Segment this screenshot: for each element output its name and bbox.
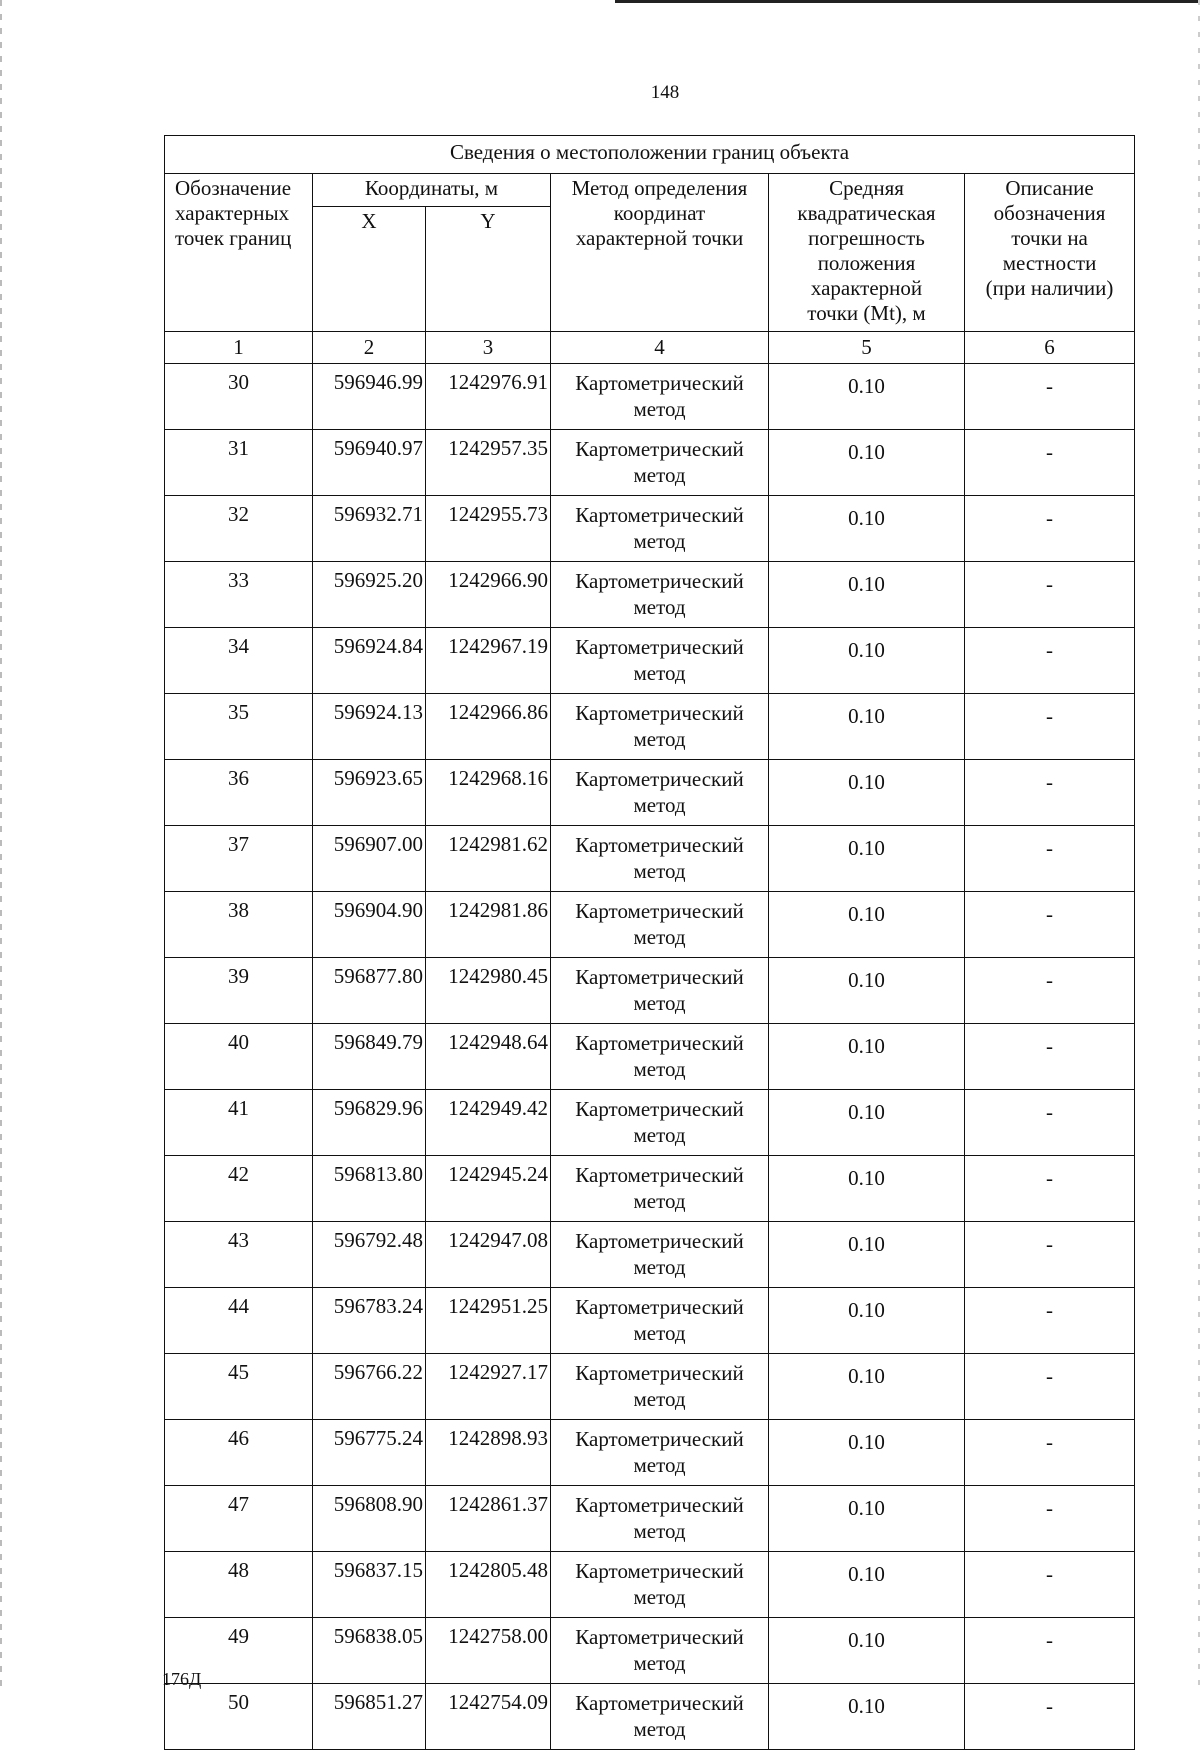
method-line: метод (633, 793, 686, 817)
description-cell: - (965, 1684, 1135, 1750)
y-coordinate-cell: 1242947.08 (426, 1222, 551, 1288)
method-cell (551, 694, 769, 760)
point-cell: 36 (165, 760, 313, 826)
method-cell (551, 1552, 769, 1618)
y-coordinate-cell: 1242754.09 (426, 1684, 551, 1750)
point-cell: 40 (165, 1024, 313, 1090)
y-coordinate-cell: 1242967.19 (426, 628, 551, 694)
column-numbers-row (165, 332, 1135, 364)
y-coordinate-cell: 1242927.17 (426, 1354, 551, 1420)
method-cell (551, 1156, 769, 1222)
method-line: метод (633, 1585, 686, 1609)
table-title: Сведения о местоположении границ объекта (165, 136, 1135, 174)
table-row (165, 694, 1135, 760)
point-cell: 33 (165, 562, 313, 628)
table-row (165, 1288, 1135, 1354)
method-line: метод (633, 397, 686, 421)
x-coordinate-cell: 596925.20 (313, 562, 426, 628)
table-row (165, 1684, 1135, 1750)
method-line: Картометрический (575, 1097, 744, 1121)
method-line: Картометрический (575, 1559, 744, 1583)
error-cell: 0.10 (769, 430, 965, 496)
x-coordinate-cell: 596932.71 (313, 496, 426, 562)
error-cell: 0.10 (769, 562, 965, 628)
point-cell: 42 (165, 1156, 313, 1222)
x-coordinate-cell: 596808.90 (313, 1486, 426, 1552)
method-line: метод (633, 1651, 686, 1675)
x-coordinate-cell: 596924.13 (313, 694, 426, 760)
error-cell: 0.10 (769, 892, 965, 958)
method-line: Картометрический (575, 1361, 744, 1385)
header-x: X (313, 207, 426, 332)
header-error-line: положения (817, 251, 916, 275)
y-coordinate-cell: 1242949.42 (426, 1090, 551, 1156)
y-coordinate-cell: 1242968.16 (426, 760, 551, 826)
method-cell (551, 628, 769, 694)
method-line: метод (633, 463, 686, 487)
point-cell: 49 (165, 1618, 313, 1684)
method-line: Картометрический (575, 701, 744, 725)
method-cell (551, 364, 769, 430)
method-cell (551, 1354, 769, 1420)
table-row (165, 958, 1135, 1024)
method-cell (551, 562, 769, 628)
method-line: метод (633, 991, 686, 1015)
table-row (165, 760, 1135, 826)
description-cell: - (965, 430, 1135, 496)
error-cell: 0.10 (769, 364, 965, 430)
y-coordinate-cell: 1242966.90 (426, 562, 551, 628)
method-line: метод (633, 1717, 686, 1741)
method-line: метод (633, 529, 686, 553)
method-line: Картометрический (575, 1493, 744, 1517)
x-coordinate-cell: 596946.99 (313, 364, 426, 430)
point-cell: 41 (165, 1090, 313, 1156)
table-row (165, 496, 1135, 562)
description-cell: - (965, 1288, 1135, 1354)
table-row (165, 1618, 1135, 1684)
header-error-line: погрешность (808, 226, 925, 250)
table-row (165, 1420, 1135, 1486)
point-cell: 50 (165, 1684, 313, 1750)
y-coordinate-cell: 1242758.00 (426, 1618, 551, 1684)
x-coordinate-cell: 596783.24 (313, 1288, 426, 1354)
point-cell: 30 (165, 364, 313, 430)
error-cell: 0.10 (769, 1552, 965, 1618)
column-number: 4 (551, 332, 769, 364)
method-cell (551, 1618, 769, 1684)
error-cell: 0.10 (769, 694, 965, 760)
x-coordinate-cell: 596877.80 (313, 958, 426, 1024)
method-line: метод (633, 727, 686, 751)
header-point-designation (165, 174, 313, 332)
error-cell: 0.10 (769, 496, 965, 562)
method-cell (551, 1684, 769, 1750)
method-line: Картометрический (575, 899, 744, 923)
header-point-line: характерных (175, 201, 290, 225)
header-error-line: характерной (810, 276, 923, 300)
header-point-line: точек границ (175, 226, 292, 250)
method-line: Картометрический (575, 1427, 744, 1451)
header-description-line: точки на (1011, 226, 1088, 250)
column-number: 1 (165, 332, 313, 364)
table-title-row (165, 136, 1135, 174)
description-cell: - (965, 1222, 1135, 1288)
description-cell: - (965, 826, 1135, 892)
method-line: Картометрический (575, 437, 744, 461)
x-coordinate-cell: 596775.24 (313, 1420, 426, 1486)
table-row (165, 1552, 1135, 1618)
table-row (165, 1222, 1135, 1288)
point-cell: 48 (165, 1552, 313, 1618)
method-cell (551, 496, 769, 562)
method-line: Картометрический (575, 371, 744, 395)
error-cell: 0.10 (769, 1156, 965, 1222)
column-number: 2 (313, 332, 426, 364)
point-cell: 44 (165, 1288, 313, 1354)
point-cell: 37 (165, 826, 313, 892)
method-line: Картометрический (575, 1031, 744, 1055)
description-cell: - (965, 760, 1135, 826)
method-cell (551, 1222, 769, 1288)
description-cell: - (965, 1486, 1135, 1552)
table-row (165, 430, 1135, 496)
boundary-coordinates-table (164, 135, 1135, 1750)
method-line: метод (633, 1519, 686, 1543)
header-error-line: точки (Mt), м (807, 301, 926, 325)
y-coordinate-cell: 1242966.86 (426, 694, 551, 760)
column-number: 6 (965, 332, 1135, 364)
x-coordinate-cell: 596829.96 (313, 1090, 426, 1156)
header-error-line: Средняя (829, 176, 904, 200)
description-cell: - (965, 496, 1135, 562)
error-cell: 0.10 (769, 1222, 965, 1288)
method-line: метод (633, 859, 686, 883)
method-line: метод (633, 1057, 686, 1081)
error-cell: 0.10 (769, 1420, 965, 1486)
x-coordinate-cell: 596851.27 (313, 1684, 426, 1750)
method-line: метод (633, 1189, 686, 1213)
description-cell: - (965, 364, 1135, 430)
x-coordinate-cell: 596904.90 (313, 892, 426, 958)
table-row (165, 1354, 1135, 1420)
point-cell: 34 (165, 628, 313, 694)
point-cell: 45 (165, 1354, 313, 1420)
method-cell (551, 958, 769, 1024)
method-line: Картометрический (575, 635, 744, 659)
y-coordinate-cell: 1242955.73 (426, 496, 551, 562)
y-coordinate-cell: 1242957.35 (426, 430, 551, 496)
x-coordinate-cell: 596849.79 (313, 1024, 426, 1090)
description-cell: - (965, 1618, 1135, 1684)
header-method-line: Метод определения (571, 176, 748, 200)
point-cell: 35 (165, 694, 313, 760)
header-row-1 (165, 174, 1135, 207)
method-cell (551, 1486, 769, 1552)
method-cell (551, 1024, 769, 1090)
y-coordinate-cell: 1242948.64 (426, 1024, 551, 1090)
x-coordinate-cell: 596924.84 (313, 628, 426, 694)
description-cell: - (965, 628, 1135, 694)
header-description-line: местности (1002, 251, 1097, 275)
method-line: Картометрический (575, 1229, 744, 1253)
error-cell: 0.10 (769, 1618, 965, 1684)
method-line: метод (633, 1453, 686, 1477)
point-cell: 43 (165, 1222, 313, 1288)
method-cell (551, 1288, 769, 1354)
header-description-line: (при наличии) (985, 276, 1114, 300)
method-line: метод (633, 1123, 686, 1147)
description-cell: - (965, 694, 1135, 760)
y-coordinate-cell: 1242945.24 (426, 1156, 551, 1222)
x-coordinate-cell: 596813.80 (313, 1156, 426, 1222)
description-cell: - (965, 562, 1135, 628)
method-cell (551, 760, 769, 826)
method-cell (551, 892, 769, 958)
table-row (165, 1090, 1135, 1156)
error-cell: 0.10 (769, 1090, 965, 1156)
header-description (965, 174, 1135, 332)
point-cell: 47 (165, 1486, 313, 1552)
header-error (769, 174, 965, 332)
column-number: 3 (426, 332, 551, 364)
description-cell: - (965, 1552, 1135, 1618)
header-method-line: координат (613, 201, 706, 225)
description-cell: - (965, 1420, 1135, 1486)
x-coordinate-cell: 596792.48 (313, 1222, 426, 1288)
header-description-line: Описание (1005, 176, 1094, 200)
method-line: метод (633, 925, 686, 949)
table-row (165, 1024, 1135, 1090)
header-method-line: характерной точки (575, 226, 744, 250)
header-method (551, 174, 769, 332)
x-coordinate-cell: 596838.05 (313, 1618, 426, 1684)
description-cell: - (965, 1354, 1135, 1420)
method-cell (551, 826, 769, 892)
header-point-line: Обозначение (175, 176, 292, 200)
method-line: метод (633, 1255, 686, 1279)
y-coordinate-cell: 1242981.62 (426, 826, 551, 892)
point-cell: 31 (165, 430, 313, 496)
page-number: 148 (650, 82, 680, 103)
table-row (165, 364, 1135, 430)
header-description-line: обозначения (993, 201, 1106, 225)
y-coordinate-cell: 1242976.91 (426, 364, 551, 430)
point-cell: 38 (165, 892, 313, 958)
footer-document-code: 176Д (162, 1669, 202, 1689)
x-coordinate-cell: 596940.97 (313, 430, 426, 496)
table-row (165, 892, 1135, 958)
point-cell: 32 (165, 496, 313, 562)
method-line: метод (633, 661, 686, 685)
error-cell: 0.10 (769, 1288, 965, 1354)
header-coordinates: Координаты, м (313, 174, 551, 207)
table-row (165, 1486, 1135, 1552)
error-cell: 0.10 (769, 1486, 965, 1552)
scan-top-rule (615, 0, 1200, 3)
method-cell (551, 430, 769, 496)
table-row (165, 1156, 1135, 1222)
method-line: Картометрический (575, 833, 744, 857)
x-coordinate-cell: 596907.00 (313, 826, 426, 892)
y-coordinate-cell: 1242951.25 (426, 1288, 551, 1354)
header-error-line: квадратическая (797, 201, 936, 225)
method-line: Картометрический (575, 1625, 744, 1649)
x-coordinate-cell: 596837.15 (313, 1552, 426, 1618)
y-coordinate-cell: 1242861.37 (426, 1486, 551, 1552)
y-coordinate-cell: 1242980.45 (426, 958, 551, 1024)
column-number: 5 (769, 332, 965, 364)
description-cell: - (965, 1090, 1135, 1156)
method-line: Картометрический (575, 503, 744, 527)
method-line: Картометрический (575, 1163, 744, 1187)
description-cell: - (965, 1024, 1135, 1090)
error-cell: 0.10 (769, 1684, 965, 1750)
method-line: Картометрический (575, 965, 744, 989)
header-y: Y (426, 207, 551, 332)
table-row (165, 562, 1135, 628)
table-row (165, 628, 1135, 694)
description-cell: - (965, 892, 1135, 958)
x-coordinate-cell: 596766.22 (313, 1354, 426, 1420)
method-line: Картометрический (575, 1295, 744, 1319)
error-cell: 0.10 (769, 628, 965, 694)
method-line: метод (633, 1321, 686, 1345)
error-cell: 0.10 (769, 958, 965, 1024)
error-cell: 0.10 (769, 1024, 965, 1090)
method-line: Картометрический (575, 767, 744, 791)
point-cell: 46 (165, 1420, 313, 1486)
description-cell: - (965, 1156, 1135, 1222)
scan-left-edge (0, 0, 2, 1686)
method-cell (551, 1090, 769, 1156)
description-cell: - (965, 958, 1135, 1024)
y-coordinate-cell: 1242805.48 (426, 1552, 551, 1618)
method-line: метод (633, 1387, 686, 1411)
error-cell: 0.10 (769, 1354, 965, 1420)
y-coordinate-cell: 1242981.86 (426, 892, 551, 958)
table-row (165, 826, 1135, 892)
y-coordinate-cell: 1242898.93 (426, 1420, 551, 1486)
method-line: метод (633, 595, 686, 619)
method-line: Картометрический (575, 569, 744, 593)
method-cell (551, 1420, 769, 1486)
point-cell: 39 (165, 958, 313, 1024)
x-coordinate-cell: 596923.65 (313, 760, 426, 826)
error-cell: 0.10 (769, 826, 965, 892)
error-cell: 0.10 (769, 760, 965, 826)
method-line: Картометрический (575, 1691, 744, 1715)
